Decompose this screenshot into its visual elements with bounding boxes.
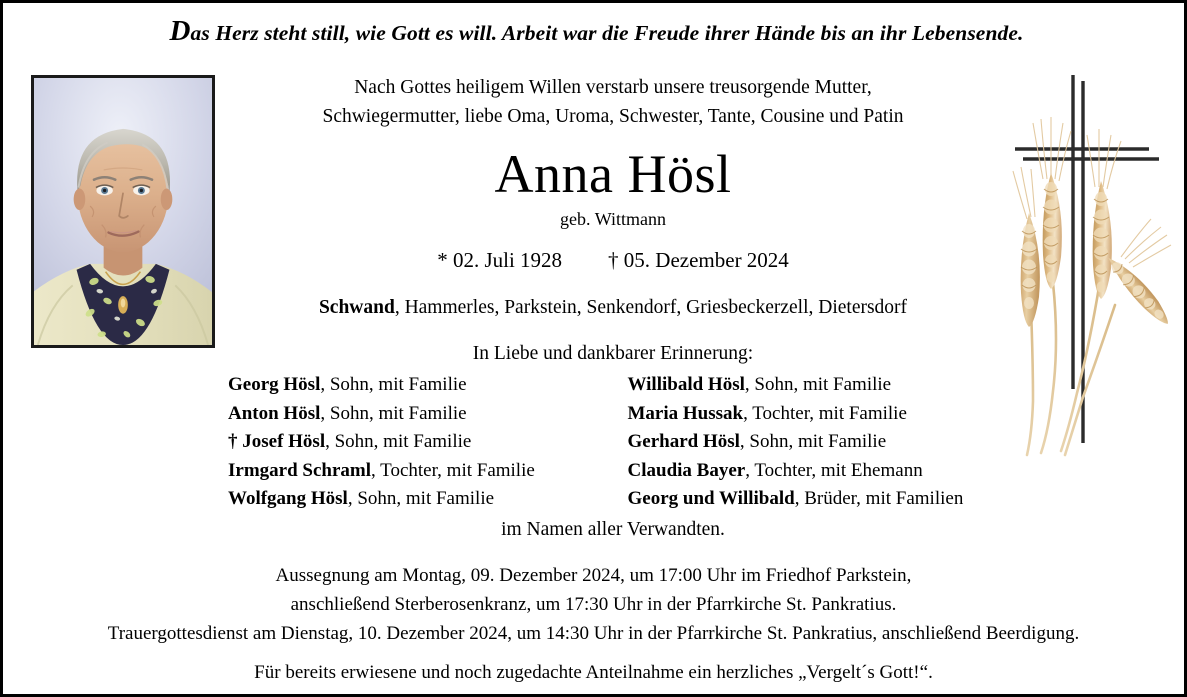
arrangement-line-3: Trauergottesdienst am Dienstag, 10. Dezember 2024, um 14:30 Uhr in der Pfarrkirche St. Pankratius, anschließend Beerdigung. <box>107 623 1080 644</box>
family-member-name: Georg Hösl <box>228 374 321 395</box>
cross-wheat-emblem <box>1003 61 1183 463</box>
family-member-name: Gerhard Hösl <box>627 431 740 452</box>
other-places: , Hammerles, Parkstein, Senkendorf, Griesbeckerzell, Dietersdorf <box>394 297 908 318</box>
family-member-relation: , Sohn, mit Familie <box>320 374 467 395</box>
portrait-photo <box>31 75 215 348</box>
family-member-relation: , Brüder, mit Familien <box>794 488 964 509</box>
memory-heading: In Liebe und dankbarer Erinnerung: <box>472 343 754 364</box>
lead-line-2: Schwiegermutter, liebe Oma, Uroma, Schwester, Tante, Cousine und Patin <box>322 106 904 127</box>
family-entry <box>628 428 1019 457</box>
family-list <box>218 371 1018 514</box>
family-member-name: Irmgard Schraml <box>228 459 372 481</box>
funeral-arrangements <box>11 561 1176 687</box>
wheat-stalks <box>1027 283 1115 455</box>
deceased-maiden-name: geb. Wittmann <box>560 209 666 229</box>
family-entry <box>228 457 619 486</box>
family-member-relation: , Sohn, mit Familie <box>320 402 467 424</box>
motto-line <box>3 15 1187 47</box>
family-member-relation: , Sohn, mit Familie <box>744 374 892 395</box>
closing-line: im Namen aller Verwandten. <box>501 519 725 540</box>
birth-date: * 02. Juli 1928 <box>437 248 563 272</box>
family-entry <box>628 485 1019 514</box>
family-column-left <box>218 371 619 514</box>
family-member-relation: , Sohn, mit Familie <box>739 431 887 452</box>
family-member-name: Maria Hussak <box>627 402 744 424</box>
arrangement-line-1: Aussegnung am Montag, 09. Dezember 2024, um 17:00 Uhr im Friedhof Parkstein, <box>275 565 912 586</box>
wheat-ear-2 <box>1021 213 1040 327</box>
motto-text: as Herz steht still, wie Gott es will. Arbeit war die Freude ihrer Hände bis an ihr Lebensende. <box>190 21 1024 45</box>
lead-line-1: Nach Gottes heiligem Willen verstarb unsere treusorgende Mutter, <box>354 77 872 98</box>
family-member-name: † Josef Hösl <box>228 431 326 452</box>
family-member-relation: , Sohn, mit Familie <box>325 431 472 452</box>
thanks-line: Für bereits erwiesene und noch zugedachte Anteilnahme ein herzliches „Vergelt´s Gott!“. <box>254 662 933 683</box>
family-entry <box>228 485 619 514</box>
family-member-name: Wolfgang Hösl <box>228 488 348 509</box>
family-member-relation: , Tochter, mit Familie <box>743 402 907 424</box>
wheat-ear-3 <box>1093 181 1112 299</box>
family-member-relation: , Tochter, mit Ehemann <box>745 459 923 481</box>
family-entry <box>228 428 619 457</box>
family-entry <box>628 457 1019 486</box>
family-member-name: Georg und Willibald <box>627 488 795 509</box>
primary-place: Schwand <box>318 297 395 318</box>
family-member-relation: , Sohn, mit Familie <box>347 488 495 509</box>
family-entry <box>628 371 1019 400</box>
family-entry <box>228 400 619 429</box>
family-member-relation: , Tochter, mit Familie <box>371 459 535 481</box>
deceased-name: Anna Hösl <box>494 144 732 204</box>
family-entry <box>228 371 619 400</box>
motto-dropcap: D <box>169 15 191 47</box>
family-member-name: Willibald Hösl <box>627 374 745 395</box>
life-dates <box>218 245 1008 275</box>
family-member-name: Claudia Bayer <box>627 459 746 481</box>
cross-wheat-illustration <box>1003 61 1183 463</box>
family-column-right <box>619 371 1019 514</box>
family-entry <box>628 400 1019 429</box>
family-member-name: Anton Hösl <box>228 402 321 424</box>
obituary-body <box>218 73 1008 368</box>
wheat-ear-1 <box>1043 173 1062 289</box>
places-line <box>218 294 1008 322</box>
portrait-illustration <box>34 78 212 345</box>
death-date: † 05. Dezember 2024 <box>608 248 789 272</box>
arrangement-line-2: anschließend Sterberosenkranz, um 17:30 Uhr in der Pfarrkirche St. Pankratius. <box>290 594 897 615</box>
